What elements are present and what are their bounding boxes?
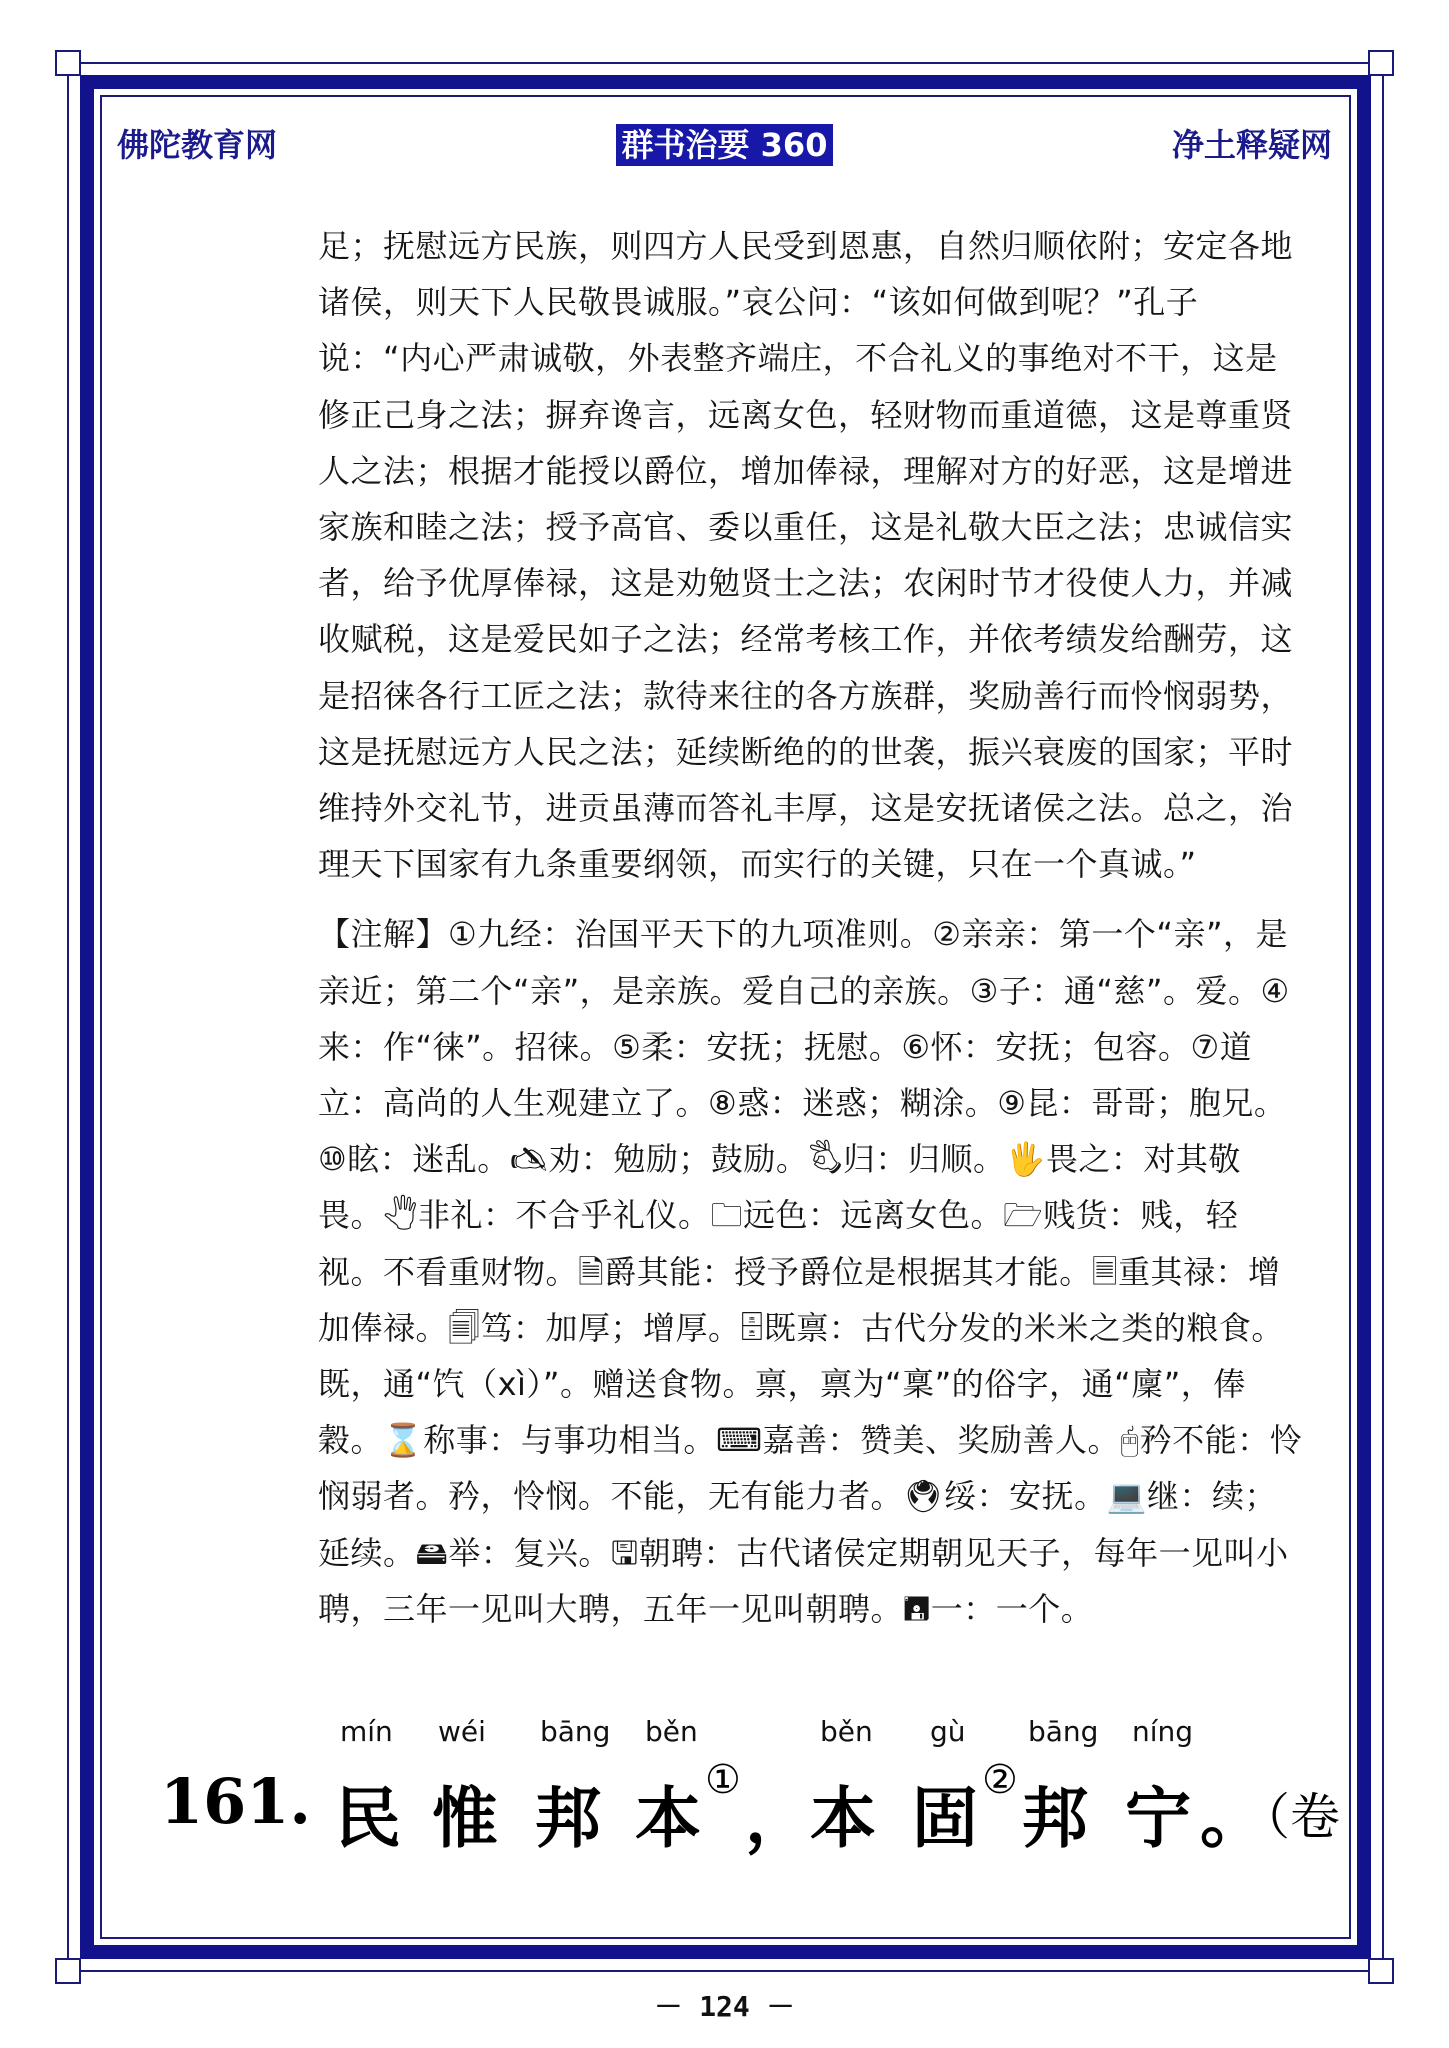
verse-char: 邦 xyxy=(535,1779,601,1857)
pinyin: běn xyxy=(820,1715,873,1748)
header-site-right: 净土释疑网 xyxy=(1171,126,1332,164)
pinyin: bāng xyxy=(1028,1715,1099,1748)
header-title-label: 群书治要 360 xyxy=(616,124,834,166)
verse-period: 。 xyxy=(1200,1779,1266,1857)
verse-char: 民 xyxy=(335,1779,401,1857)
verse-char: 惟 xyxy=(432,1779,498,1857)
frame-corner-ornament xyxy=(55,1958,81,1984)
pinyin: mín xyxy=(340,1715,393,1748)
translation-paragraph: 足；抚慰远方民族，则四方人民受到恩惠，自然归顺依附；安定各地诸侯，则天下人民敬畏诚服。”哀公问：“该如何做到呢？”孔子说：“内心严肃诚敬，外表整齐端庄，不合礼义的事绝对不干，这是修正己身之法；摒弃谗言，远离女色，轻财物而重道德，这是尊重贤人之法；根据才能授以爵位，增加俸禄，理解对方的好恶，这是增进家族和睦之法；授予高官、委以重任，这是礼敬大臣之法；忠诚信实者，给予优厚俸禄，这是劝勉贤士之法；农闲时节才役使人力，并减收赋税，这是爱民如子之法；经常考核工作，并依考绩发给酬劳，这是招徕各行工匠之法；款待来往的各方族群，奖励善行而怜悯弱势，这是抚慰远方人民之法；延续断绝的的世袭，振兴衰废的国家；平时维持外交礼节，进贡虽薄而答礼丰厚，这是安抚诸侯之法。总之，治理天下国家有九条重要纲领，而实行的关键，只在一个真诚。” xyxy=(318,227,1294,884)
header-site-left: 佛陀教育网 xyxy=(117,126,278,164)
pinyin: níng xyxy=(1132,1715,1194,1748)
pinyin: gù xyxy=(930,1715,966,1748)
frame-corner-ornament xyxy=(1368,1958,1394,1984)
verse-char: 本 xyxy=(810,1779,876,1857)
pinyin: běn xyxy=(645,1715,698,1748)
verse-source-open: （卷 xyxy=(1240,1788,1340,1846)
verse-char: 本 xyxy=(635,1779,701,1857)
verse-char: 宁 xyxy=(1125,1779,1191,1857)
notes-paragraph: 【注解】①九经：治国平天下的九项准则。②亲亲：第一个“亲”，是亲近；第二个“亲”，是亲族。爱自己的亲族。③子：通“慈”。爱。④来：作“徕”。招徕。⑤柔：安抚；抚慰。⑥怀：安抚；包容。⑦道立：高尚的人生观建立了。⑧惑：迷惑；糊涂。⑨昆：哥哥；胞兄。 ⑩眩：迷乱。🖎劝：勉励；鼓励。🖏归：归顺。🖐畏之：对其敬畏。🖑非礼：不合乎礼仪。🗀远色：远离女色。🗁贱货：贱，轻视。不看重财物。🗎爵其能：授予爵位是根据其才能。🗏重其禄：增加俸禄。🗐笃：加厚；增厚。🗄既禀：古代分发的米米之类的粮食。既，通“饩（xì）”。赠送食物。禀，禀为“稟”的俗字，通“廩”，俸穀。⌛称事：与事功相当。⌨嘉善：赞美、奖励善人。🖰矜不能：怜悯弱者。矜，怜悯。不能，无有能力者。🖲绥：安抚。💻继：续；延续。🖴举：复兴。🖫朝聘：古代诸侯定期朝见天子，每年一见叫小聘，三年一见叫大聘，五年一见叫朝聘。🖪一：一个。 xyxy=(318,915,1303,1628)
pinyin: bāng xyxy=(540,1715,611,1748)
verse-comma: ， xyxy=(745,1779,811,1857)
frame-corner-ornament xyxy=(1368,50,1394,76)
verse-number: 161. xyxy=(160,1765,312,1838)
page-body xyxy=(318,218,1303,1637)
note-mark: ① xyxy=(705,1757,741,1803)
pinyin: wéi xyxy=(438,1715,486,1748)
note-mark: ② xyxy=(982,1757,1018,1803)
verse-char: 邦 xyxy=(1022,1779,1088,1857)
verse-char: 固 xyxy=(912,1779,978,1857)
frame-corner-ornament xyxy=(55,50,81,76)
page-number: － 124 － xyxy=(654,1990,795,2023)
